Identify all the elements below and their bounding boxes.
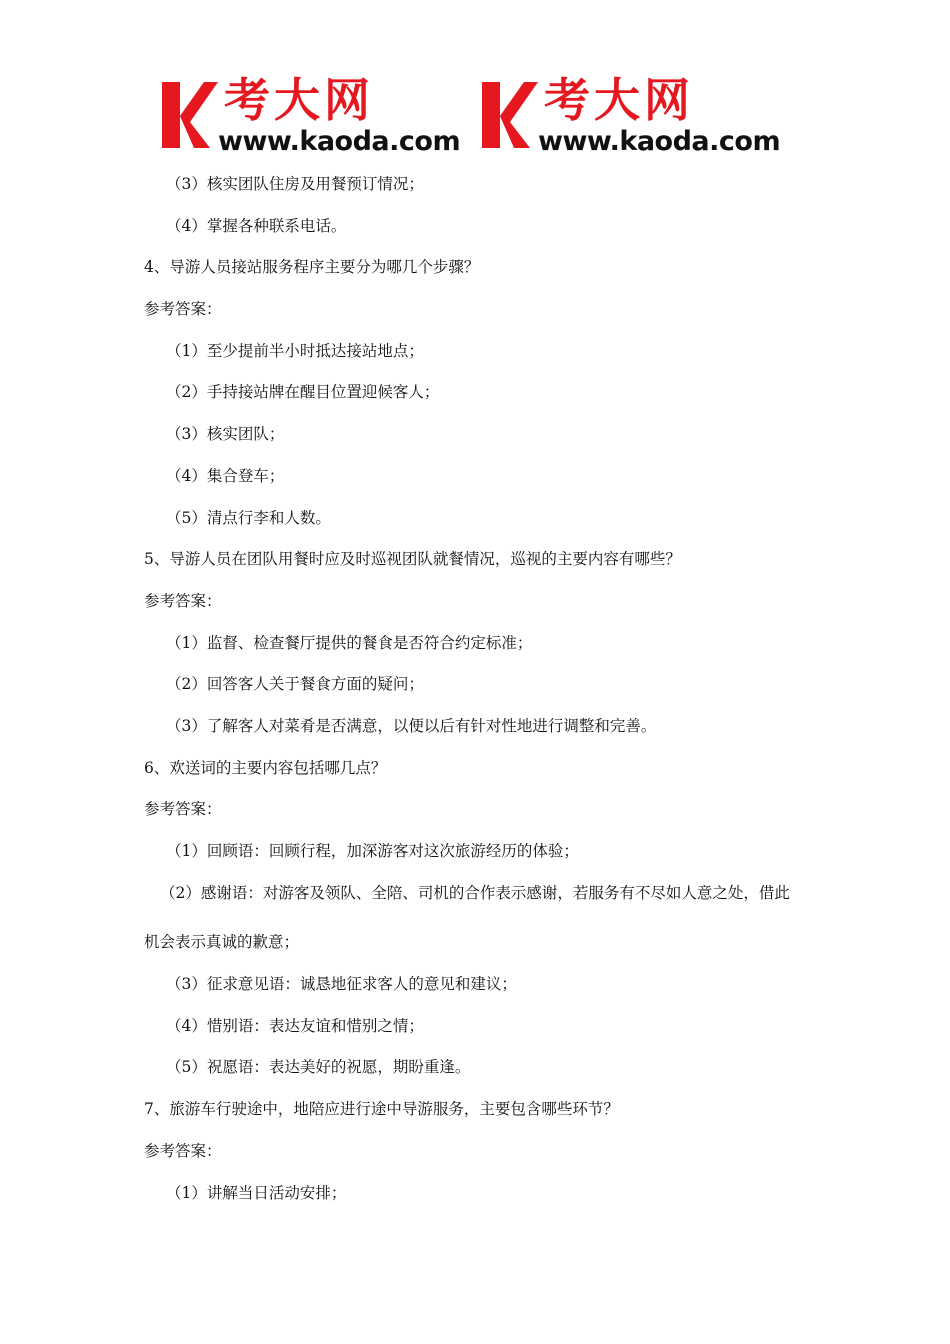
logo-chinese-name: 考大网 — [224, 73, 374, 127]
document-body — [144, 164, 824, 1214]
k-logo-icon — [480, 78, 538, 152]
answer-item: （2）感谢语：对游客及领队、全陪、司机的合作表示感谢，若服务有不尽如人意之处，借此 — [160, 883, 790, 902]
answer-item: （1）讲解当日活动安排； — [166, 1183, 347, 1202]
answer-item: （5）祝愿语：表达美好的祝愿，期盼重逢。 — [166, 1058, 471, 1077]
logo-url: www.kaoda.com — [538, 126, 781, 157]
question: 5、导游人员在团队用餐时应及时巡视团队就餐情况，巡视的主要内容有哪些？ — [144, 550, 681, 569]
answer-item-continuation: 机会表示真诚的歉意； — [144, 933, 300, 952]
answer-item: （3）核实团队住房及用餐预订情况； — [166, 175, 424, 193]
answer-label: 参考答案： — [144, 591, 222, 610]
kaoda-logo — [480, 74, 800, 160]
answer-item: （3）核实团队； — [166, 425, 285, 444]
answer-label: 参考答案： — [144, 300, 222, 319]
answer-item: （4）集合登车； — [166, 466, 285, 485]
answer-item: （5）清点行李和人数。 — [166, 508, 331, 527]
answer-item: （1）回顾语：回顾行程，加深游客对这次旅游经历的体验； — [166, 842, 579, 860]
answer-item: （2）手持接站牌在醒目位置迎候客人； — [166, 383, 440, 402]
question: 7、旅游车行驶途中，地陪应进行途中导游服务，主要包含哪些环节？ — [144, 1100, 619, 1119]
answer-item: （4）掌握各种联系电话。 — [166, 216, 347, 235]
answer-item: （1）监督、检查餐厅提供的餐食是否符合约定标准； — [166, 633, 533, 652]
logo-chinese-name: 考大网 — [544, 73, 694, 127]
answer-item: （1）至少提前半小时抵达接站地点； — [166, 341, 424, 360]
answer-item: （2）回答客人关于餐食方面的疑问； — [166, 675, 424, 694]
answer-item: （3）了解客人对菜肴是否满意，以便以后有针对性地进行调整和完善。 — [166, 716, 657, 735]
answer-label: 参考答案： — [144, 1141, 222, 1160]
kaoda-logo — [160, 74, 480, 160]
answer-item: （4）惜别语：表达友谊和惜别之情； — [166, 1016, 424, 1035]
question: 4、导游人员接站服务程序主要分为哪几个步骤？ — [144, 258, 480, 277]
k-logo-icon — [160, 78, 218, 152]
question: 6、欢送词的主要内容包括哪几点？ — [144, 758, 387, 777]
logo-url: www.kaoda.com — [218, 126, 461, 157]
answer-label: 参考答案： — [144, 800, 222, 819]
answer-item: （3）征求意见语：诚恳地征求客人的意见和建议； — [166, 975, 517, 994]
